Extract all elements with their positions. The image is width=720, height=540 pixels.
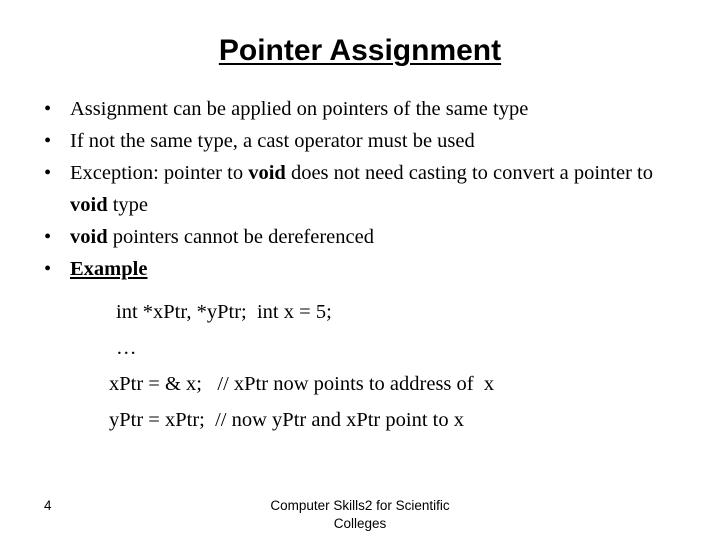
code-line-declaration: int *xPtr, *yPtr; int x = 5;	[116, 301, 332, 323]
bullet-icon: •	[44, 130, 52, 152]
code-line-ellipsis: …	[116, 337, 137, 359]
void-keyword: void	[248, 162, 286, 184]
bullet-item-exception	[44, 157, 694, 221]
bullet-text	[70, 93, 694, 125]
bullet-text-part: does not need casting to convert a pointer to	[285, 162, 654, 184]
bullet-icon: •	[44, 226, 52, 248]
bullet-icon: •	[44, 98, 52, 120]
example-heading: Example	[70, 258, 148, 280]
slide-title: Pointer Assignment	[218, 34, 502, 67]
bullet-icon: •	[44, 258, 52, 280]
bullet-icon: •	[44, 162, 52, 184]
bullet-text-part: If not the same type, a cast operator must be used	[70, 130, 475, 152]
bullet-text	[70, 221, 694, 253]
bullet-item-cast	[44, 125, 694, 157]
bullet-text-part: Exception: pointer to	[70, 162, 249, 184]
bullet-item-dereference	[44, 221, 694, 253]
bullet-text-part: pointers cannot be dereferenced	[107, 226, 374, 248]
footer-line: Computer Skills2 for Scientific	[270, 498, 450, 513]
bullet-item-assignment	[44, 93, 694, 125]
bullet-text-part: Assignment can be applied on pointers of the same type	[70, 98, 529, 120]
bullet-list	[44, 93, 694, 285]
footer-line: Colleges	[333, 516, 387, 531]
void-keyword: void	[70, 194, 108, 216]
bullet-item-example	[44, 253, 694, 285]
bullet-text	[70, 125, 694, 157]
slide-number: 4	[44, 498, 52, 513]
code-line-xptr-assignment: xPtr = & x; // xPtr now points to address of x	[109, 373, 495, 395]
bullet-text-part: type	[107, 194, 149, 216]
void-keyword: void	[70, 226, 108, 248]
bullet-text	[70, 157, 694, 221]
code-line-yptr-assignment: yPtr = xPtr; // now yPtr and xPtr point to x	[109, 409, 464, 431]
bullet-text	[70, 253, 694, 285]
footer-text	[227, 497, 493, 533]
